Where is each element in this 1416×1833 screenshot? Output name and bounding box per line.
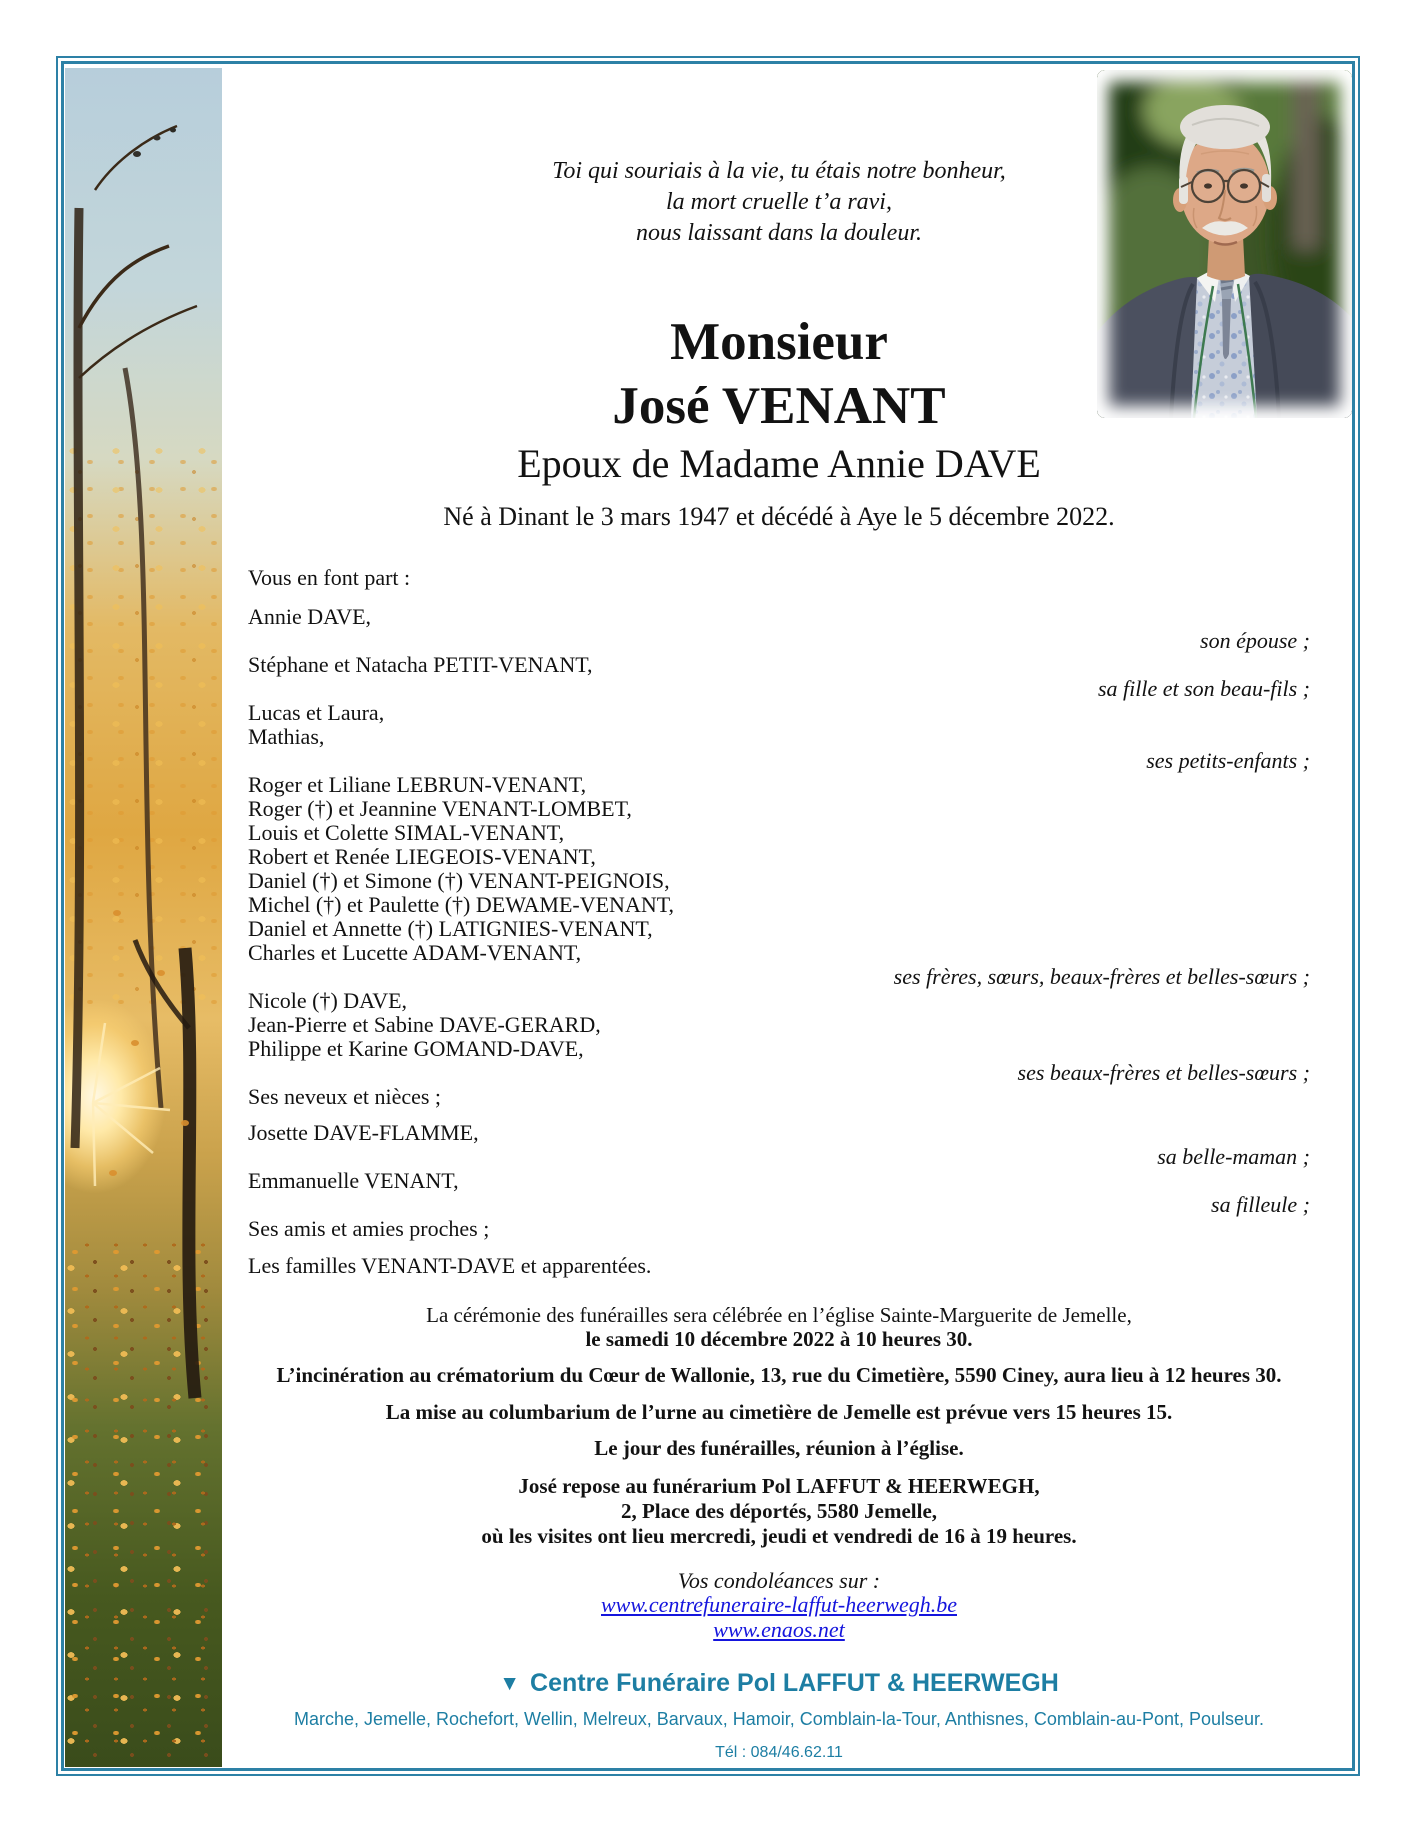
ceremony-details	[248, 1304, 1310, 1549]
relation-label: ses petits-enfants ;	[1146, 748, 1310, 773]
ceremony-line: José repose au funérarium Pol LAFFUT & HEERWEGH,	[518, 1473, 1040, 1498]
quote-line: Toi qui souriais à la vie, tu étais notre bonheur,	[552, 158, 1006, 184]
condolences-section	[248, 1569, 1310, 1643]
ceremony-paragraph	[248, 1364, 1310, 1388]
triangle-icon: ▼	[499, 1672, 521, 1695]
family-member-line: Louis et Colette SIMAL-VENANT,	[248, 820, 565, 845]
relation-label: ses frères, sœurs, beaux-frères et belles-sœurs ;	[893, 964, 1310, 989]
ceremony-line: L’incinération au crématorium du Cœur de Wallonie, 13, rue du Cimetière, 5590 Ciney, aura lieu à 12 heures 30.	[276, 1363, 1282, 1387]
family-member-line: Stéphane et Natacha PETIT-VENANT,	[248, 652, 593, 677]
tree-branches-graphic	[65, 68, 222, 1767]
funeral-home-phone: Tél : 084/46.62.11	[715, 1744, 843, 1761]
funeral-home-locations: Marche, Jemelle, Rochefort, Wellin, Melreux, Barvaux, Hamoir, Comblain-la-Tour, Anthisnes, Comblain-au-Pont, Poulseur.	[293, 1709, 1265, 1729]
family-member-line: Robert et Renée LIEGEOIS-VENANT,	[248, 844, 596, 869]
relation-label: ses beaux-frères et belles-sœurs ;	[1017, 1060, 1310, 1085]
family-member-line: Annie DAVE,	[248, 604, 372, 629]
family-member-line: Josette DAVE-FLAMME,	[248, 1120, 479, 1145]
family-member-line: Nicole (†) DAVE,	[248, 988, 408, 1013]
ceremony-line: le samedi 10 décembre 2022 à 10 heures 30.	[585, 1326, 973, 1351]
spouse-line: Epoux de Madame Annie DAVE	[517, 441, 1041, 486]
deceased-name: José VENANT	[612, 377, 946, 435]
funeral-home-name: Centre Funéraire Pol LAFFUT & HEERWEGH	[530, 1669, 1059, 1697]
condolence-link-funeral-home[interactable]: www.centrefuneraire-laffut-heerwegh.be	[601, 1592, 957, 1617]
family-member-line: Daniel et Annette (†) LATIGNIES-VENANT,	[248, 916, 653, 941]
ceremony-paragraph	[248, 1474, 1310, 1549]
ceremony-paragraph	[248, 1304, 1310, 1351]
family-member-line: Philippe et Karine GOMAND-DAVE,	[248, 1036, 584, 1061]
autumn-landscape-photo	[65, 68, 222, 1767]
relation-label: sa filleule ;	[1211, 1192, 1310, 1217]
life-dates: Né à Dinant le 3 mars 1947 et décédé à Aye le 5 décembre 2022.	[443, 502, 1115, 531]
quote-line: la mort cruelle t’a ravi,	[666, 189, 892, 215]
family-member-line: Emmanuelle VENANT,	[248, 1168, 459, 1193]
family-group	[248, 1254, 1310, 1278]
family-group	[248, 1169, 1310, 1217]
deceased-title-block	[248, 310, 1310, 532]
family-member-line: Charles et Lucette ADAM-VENANT,	[248, 940, 582, 965]
memorial-quote	[248, 156, 1310, 249]
funeral-home-footer	[248, 1668, 1310, 1764]
ceremony-line: 2, Place des déportés, 5580 Jemelle,	[620, 1498, 938, 1523]
family-member-line: Ses neveux et nièces ;	[248, 1084, 442, 1109]
family-member-line: Mathias,	[248, 724, 325, 749]
ceremony-paragraph	[248, 1437, 1310, 1461]
family-member-line: Ses amis et amies proches ;	[248, 1216, 490, 1241]
family-member-line: Jean-Pierre et Sabine DAVE-GERARD,	[248, 1012, 601, 1037]
family-group	[248, 701, 1310, 773]
condolence-link-enaos[interactable]: www.enaos.net	[713, 1616, 845, 1642]
family-group	[248, 653, 1310, 701]
ceremony-line: La cérémonie des funérailles sera célébrée en l’église Sainte-Marguerite de Jemelle,	[426, 1303, 1132, 1327]
family-list	[248, 605, 1310, 1278]
family-member-line: Lucas et Laura,	[248, 700, 385, 725]
condolences-label: Vos condoléances sur :	[677, 1567, 881, 1593]
family-member-line: Michel (†) et Paulette (†) DEWAME-VENANT,	[248, 892, 675, 917]
family-member-line: Roger et Liliane LEBRUN-VENANT,	[248, 772, 587, 797]
family-member-line: Daniel (†) et Simone (†) VENANT-PEIGNOIS,	[248, 868, 670, 893]
family-member-line: Roger (†) et Jeannine VENANT-LOMBET,	[248, 796, 632, 821]
relation-label: sa belle-maman ;	[1157, 1144, 1310, 1169]
quote-line: nous laissant dans la douleur.	[635, 220, 923, 246]
relation-label: son épouse ;	[1200, 628, 1310, 653]
family-group	[248, 989, 1310, 1085]
family-group	[248, 1121, 1310, 1169]
family-group	[248, 773, 1310, 989]
intro-line: Vous en font part :	[248, 565, 411, 590]
family-group	[248, 1217, 1310, 1241]
civility-title: Monsieur	[670, 313, 888, 371]
ceremony-paragraph	[248, 1401, 1310, 1425]
announcement-body	[248, 566, 1310, 1764]
family-group	[248, 1085, 1310, 1109]
family-member-line: Les familles VENANT-DAVE et apparentées.	[248, 1253, 652, 1278]
family-group	[248, 605, 1310, 653]
funeral-home-title	[248, 1668, 1310, 1700]
ceremony-line: La mise au columbarium de l’urne au cimetière de Jemelle est prévue vers 15 heures 15.	[385, 1399, 1173, 1424]
ceremony-line: où les visites ont lieu mercredi, jeudi et vendredi de 16 à 19 heures.	[481, 1523, 1077, 1548]
ceremony-line: Le jour des funérailles, réunion à l’église.	[594, 1436, 964, 1460]
relation-label: sa fille et son beau-fils ;	[1097, 676, 1310, 701]
